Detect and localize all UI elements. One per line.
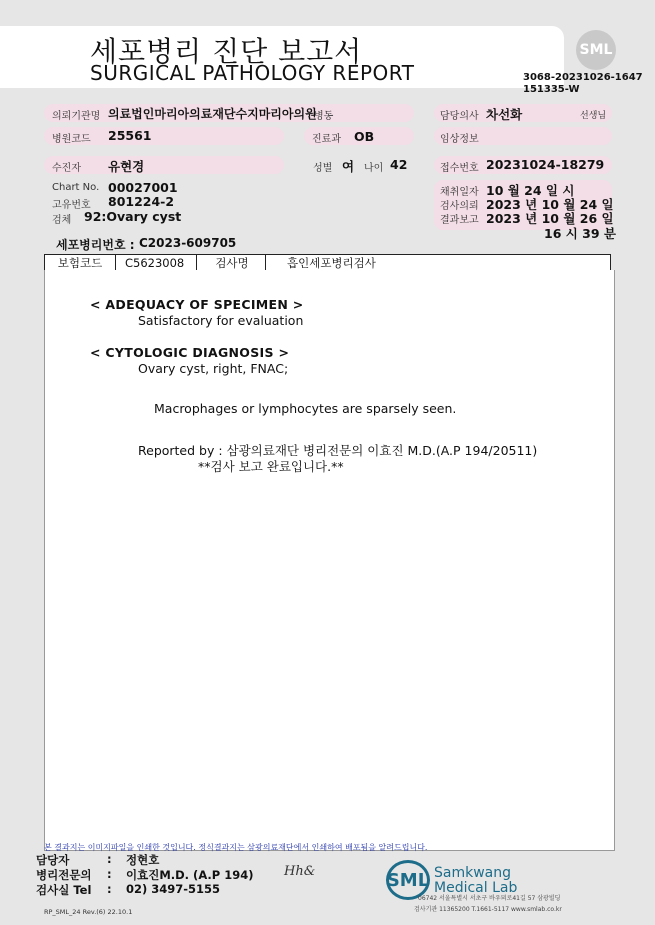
- reported-by: Reported by : 삼광의료재단 병리전문의 이효진 M.D.(A.P 194/20511): [138, 443, 538, 458]
- recipient-value: 유현경: [108, 159, 145, 174]
- receipt-value: 20231024-18279: [486, 157, 605, 172]
- specimen-value: 92:Ovary cyst: [84, 209, 182, 224]
- pathologist-colon: :: [107, 867, 112, 881]
- request-date-label: 검사의뢰: [440, 201, 479, 212]
- lab-address: 06742 서울특별시 서초구 바우뫼로41길 57 삼광빌딩: [418, 895, 561, 902]
- collect-date-value: 10 월 24 일 시: [486, 183, 575, 198]
- ward-label: 병동: [314, 111, 334, 122]
- manager-colon: :: [107, 852, 112, 866]
- institution-label: 의뢰기관명: [52, 111, 101, 122]
- age-value: 42: [390, 157, 408, 172]
- diagnosis-heading: < CYTOLOGIC DIAGNOSIS >: [90, 345, 290, 360]
- specimen-label: 검체: [52, 215, 72, 226]
- result-date-label: 결과보고: [440, 215, 479, 226]
- chart-no-value: 00027001: [108, 180, 178, 195]
- sml-logo-icon: SML: [576, 30, 616, 70]
- form-code: RP_SML_24 Rev.(6) 22.10.1: [44, 908, 133, 916]
- doctor-label: 담당의사: [440, 111, 479, 122]
- unique-no-value: 801224-2: [108, 194, 175, 209]
- institution-value: 의료법인마리아의료재단수지마리아의원: [108, 107, 317, 121]
- request-date-value: 2023 년 10 월 24 일: [486, 197, 614, 212]
- test-name-label: 검사명: [199, 255, 266, 271]
- report-complete-text: **검사 보고 완료입니다.**: [198, 459, 344, 474]
- pathologist-value: 이효진M.D. (A.P 194): [126, 868, 254, 882]
- recipient-label: 수진자: [52, 163, 81, 174]
- report-code-line1: 3068-20231026-1647: [523, 72, 643, 83]
- diagnosis-text: Ovary cyst, right, FNAC;: [138, 361, 289, 376]
- hospital-code-label: 병원코드: [52, 134, 91, 145]
- lab-name: [434, 866, 517, 896]
- report-title-korean: 세포병리 진단 보고서: [90, 35, 363, 68]
- result-time-value: 16 시 39 분: [544, 226, 616, 241]
- samkwang-logo-icon: SML: [386, 860, 430, 900]
- adequacy-heading: < ADEQUACY OF SPECIMEN >: [90, 297, 304, 312]
- lab-tel-value: 02) 3497-5155: [126, 882, 221, 896]
- lab-tel-colon: :: [107, 882, 112, 896]
- chart-no-label: Chart No.: [52, 182, 100, 193]
- manager-label: 담당자: [36, 853, 70, 867]
- lab-tel-label: 검사실 Tel: [36, 883, 92, 897]
- dept-label: 진료과: [312, 134, 341, 145]
- age-label: 나이: [364, 163, 384, 174]
- collect-date-label: 채취일자: [440, 187, 479, 198]
- sex-value: 여: [342, 159, 355, 174]
- hospital-code-value: 25561: [108, 128, 152, 143]
- lab-name-line2: Medical Lab: [434, 880, 518, 896]
- clinical-info-label: 임상정보: [440, 134, 479, 145]
- cytology-number-label: 세포병리번호 :: [56, 238, 135, 252]
- doctor-suffix: 선생님: [580, 111, 607, 121]
- pathologist-signature: Hh&: [284, 864, 316, 879]
- report-code-line2: 151335-W: [523, 84, 580, 95]
- dept-value: OB: [354, 129, 375, 144]
- insurance-code-label: 보험코드: [45, 255, 116, 271]
- insurance-code-value: C5623008: [117, 255, 197, 271]
- sex-label: 성별: [313, 163, 333, 174]
- finding-text: Macrophages or lymphocytes are sparsely seen.: [154, 401, 457, 416]
- pathologist-label: 병리전문의: [36, 868, 92, 882]
- adequacy-text: Satisfactory for evaluation: [138, 313, 304, 328]
- manager-value: 정현호: [126, 853, 160, 867]
- lab-registration: 검사기관 11365200 T.1661-5117 www.smlab.co.kr: [414, 906, 562, 913]
- print-notice: 본 결과지는 이미지파일을 인쇄한 것입니다. 정식결과지는 삼광의료재단에서 인쇄하여 배포됨을 알려드립니다.: [44, 843, 428, 852]
- unique-no-label: 고유번호: [52, 200, 91, 211]
- cytology-number-value: C2023-609705: [139, 236, 237, 250]
- report-title-english: SURGICAL PATHOLOGY REPORT: [90, 61, 415, 85]
- result-date-value: 2023 년 10 월 26 일: [486, 211, 614, 226]
- doctor-value: 차선화: [486, 107, 523, 122]
- receipt-label: 접수번호: [440, 163, 479, 174]
- test-name-value: 흡인세포병리검사: [287, 256, 376, 270]
- lab-name-line1: Samkwang: [434, 865, 511, 881]
